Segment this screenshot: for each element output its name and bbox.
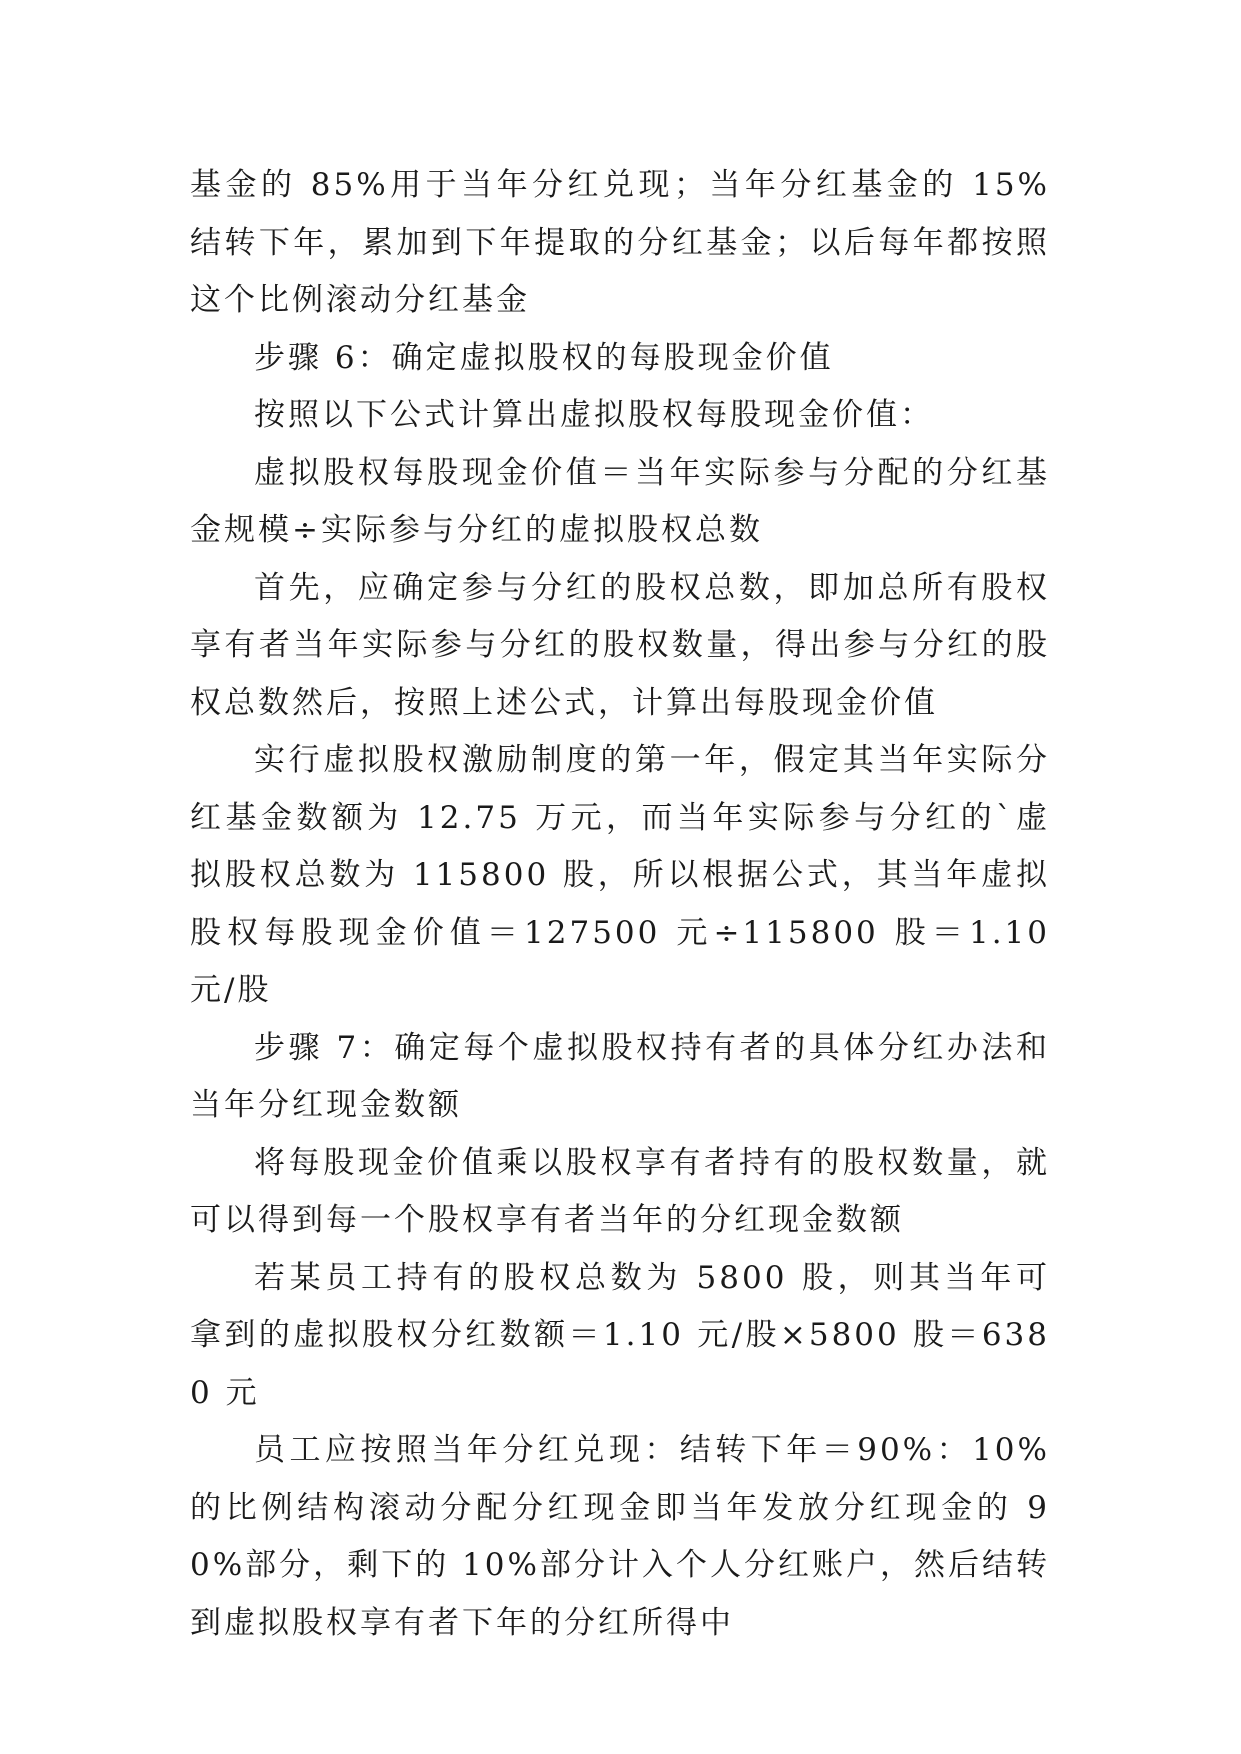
paragraph-step-6-heading: 步骤 6：确定虚拟股权的每股现金价值	[254, 339, 834, 376]
paragraph-rollover-rule: 员工应按照当年分红兑现：结转下年＝90%：10%的比例结构滚动分配分红现金即当年发放分红现金的 90%部分，剩下的 10%部分计入个人分红账户，然后结转到虚拟股权享有者下年的分红所得中	[190, 1432, 1050, 1641]
paragraph-dividend-ratio: 基金的 85%用于当年分红兑现；当年分红基金的 15%结转下年，累加到下年提取的分红基金；以后每年都按照这个比例滚动分红基金	[190, 167, 1050, 318]
paragraph-step-7-heading: 步骤 7：确定每个虚拟股权持有者的具体分红办法和当年分红现金数额	[190, 1029, 1050, 1123]
paragraph-total-shares: 首先，应确定参与分红的股权总数，即加总所有股权享有者当年实际参与分红的股权数量，得出参与分红的股权总数然后，按照上述公式，计算出每股现金价值	[190, 569, 1050, 721]
paragraph-first-year-example: 实行虚拟股权激励制度的第一年，假定其当年实际分红基金数额为 12.75 万元，而当年实际参与分红的`虚拟股权总数为 115800 股，所以根据公式，其当年虚拟股权每股现金价值＝127500 元÷115800 股＝1.10 元/股	[190, 742, 1050, 1008]
paragraph-employee-example: 若某员工持有的股权总数为 5800 股，则其当年可拿到的虚拟股权分红数额＝1.10 元/股×5800 股＝6380 元	[190, 1259, 1050, 1411]
paragraph-formula: 虚拟股权每股现金价值＝当年实际参与分配的分红基金规模÷实际参与分红的虚拟股权总数	[190, 454, 1050, 548]
paragraph-cash-amount: 将每股现金价值乘以股权享有者持有的股权数量，就可以得到每一个股权享有者当年的分红现金数额	[190, 1144, 1050, 1238]
paragraph-formula-intro: 按照以下公式计算出虚拟股权每股现金价值：	[254, 397, 934, 433]
document-body	[190, 157, 1050, 1652]
